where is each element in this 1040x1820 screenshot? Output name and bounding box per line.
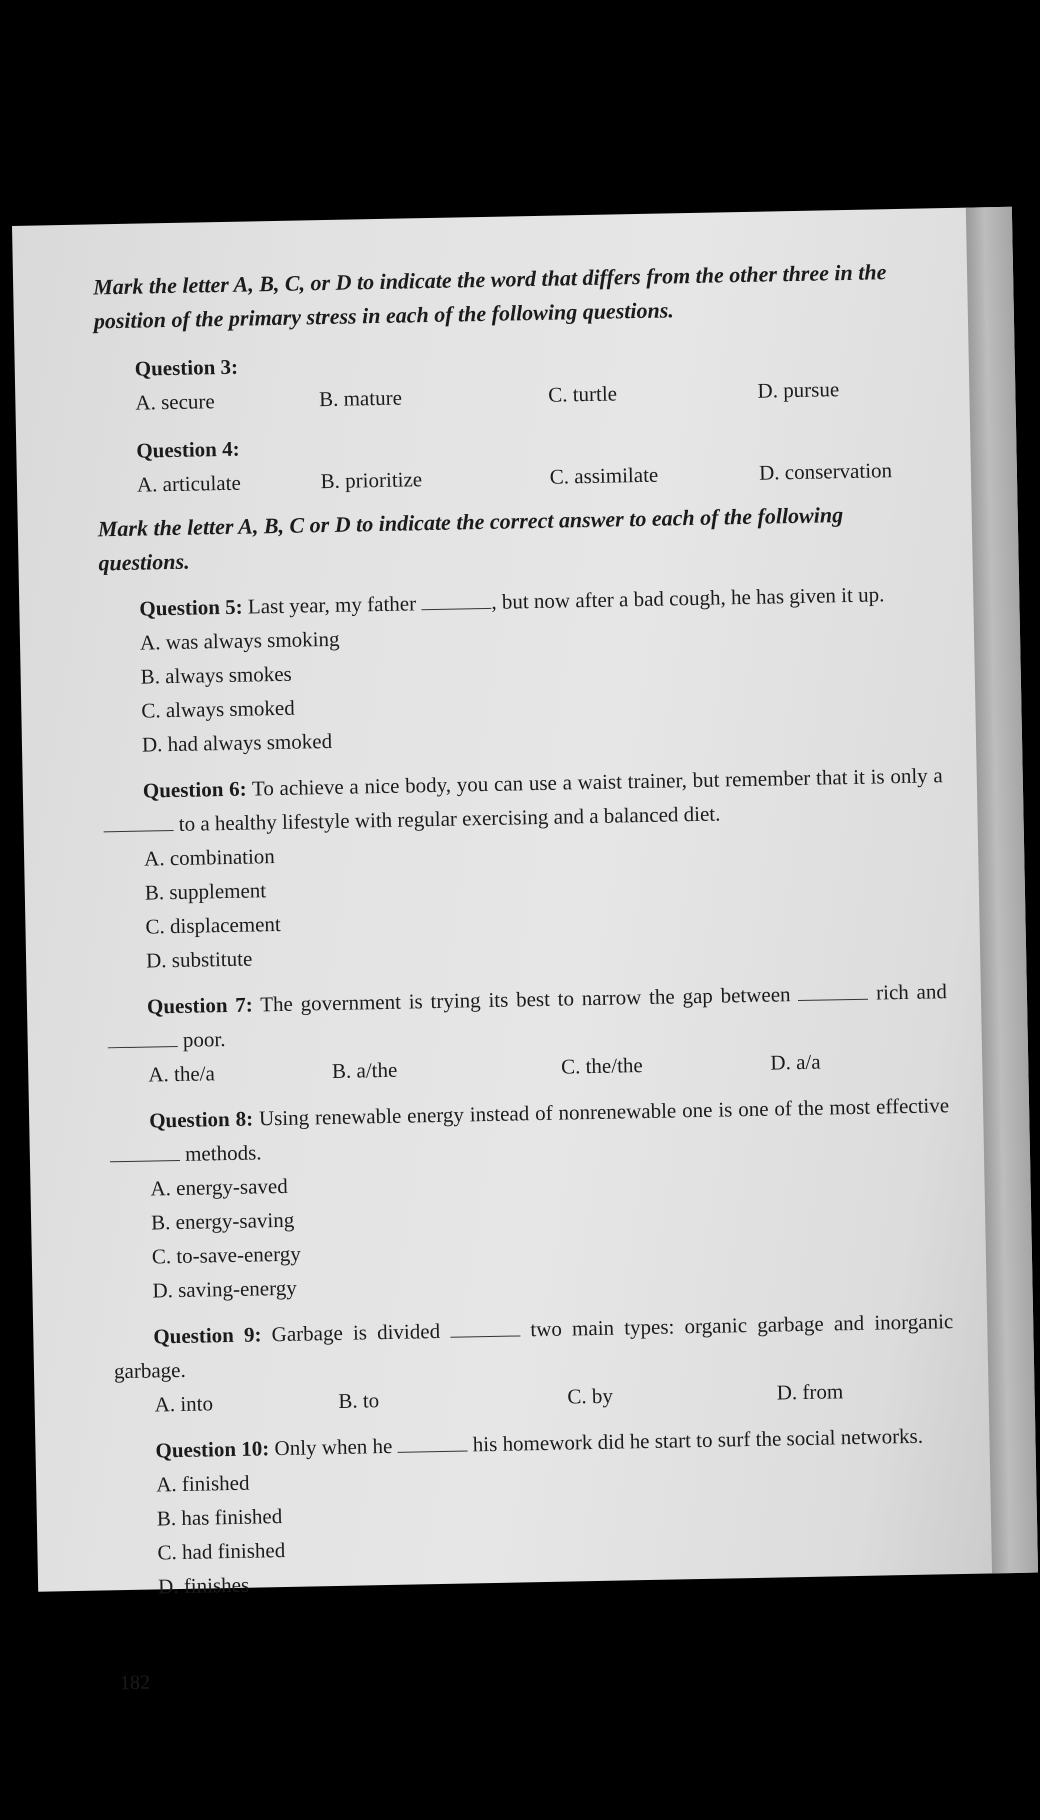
textbook-page [12,207,1038,1695]
question-3 [94,336,935,420]
answer-blank[interactable] [110,1140,180,1162]
option-d[interactable]: D. pursue [757,377,840,403]
option-d[interactable]: D. substitute [145,946,253,973]
section1-instruction: Mark the letter A, B, C, or D to indicate the word that differs from the other three in the position of the primary stress in each of the following questions. [92,259,887,334]
options-grid [110,1156,952,1308]
stem-before: Only when he [274,1433,393,1461]
option-b[interactable]: B. mature [318,385,403,412]
option-a[interactable]: A. articulate [136,470,241,497]
question-label: Question 4: [136,436,240,463]
question-9 [113,1304,955,1422]
stem-before: The government is trying its best to narrow the gap between [259,982,791,1017]
options-grid [116,1452,958,1604]
option-a[interactable]: A. was always smoking [139,626,340,655]
question-label: Question 5: [139,594,243,621]
option-c[interactable]: C. turtle [547,381,618,407]
option-a[interactable]: A. the/a [148,1061,216,1087]
option-c[interactable]: C. by [567,1383,614,1409]
option-a[interactable]: A. energy-saved [150,1173,288,1201]
page-number: 182 [119,1671,151,1695]
option-c[interactable]: C. always smoked [141,695,295,723]
stem-after: his homework did he start to surf the social networks. [472,1423,924,1457]
question-4 [96,418,937,502]
option-d[interactable]: D. finishes [157,1572,250,1599]
answer-blank[interactable] [107,1026,177,1048]
option-b[interactable]: B. energy-saving [150,1207,295,1235]
question-label: Question 10: [155,1436,270,1463]
option-b[interactable]: B. prioritize [320,467,423,494]
question-label: Question 6: [142,776,247,803]
stem-before: Garbage is divided [271,1318,441,1347]
stem-before: Last year, my father [247,591,417,619]
option-d[interactable]: D. had always smoked [141,728,333,757]
option-a[interactable]: A. into [154,1391,214,1417]
stem-after: poor. [182,1027,226,1052]
answer-blank[interactable] [421,588,491,610]
option-a[interactable]: A. secure [135,389,215,415]
option-a[interactable]: A. finished [155,1470,250,1497]
page-content [93,254,960,1700]
option-c[interactable]: C. assimilate [549,462,659,489]
question-label: Question 3: [134,354,239,381]
option-d[interactable]: D. saving-energy [152,1275,297,1303]
question-label: Question 8: [148,1106,254,1133]
answer-blank[interactable] [798,979,868,1001]
stem-after: to a healthy lifestyle with regular exercising and a balanced diet. [178,801,721,836]
stem-after: two main types: organic garbage and inorganic garbage. [113,1309,954,1384]
question-7 [107,974,949,1092]
section2-instruction: Mark the letter A, B, C or D to indicate the correct answer to each of the following questions. [97,502,844,576]
option-b[interactable]: B. a/the [331,1057,398,1084]
answer-blank[interactable] [103,810,173,832]
question-10 [115,1418,958,1604]
stem-after: methods. [184,1140,262,1166]
options-grid [104,826,946,978]
option-c[interactable]: C. had finished [157,1538,286,1565]
option-c[interactable]: C. displacement [145,911,281,939]
option-b[interactable]: B. to [338,1388,380,1413]
question-5 [99,576,942,762]
stem-middle: rich and [875,979,948,1005]
option-d[interactable]: D. conservation [758,458,893,485]
question-label: Question 9: [153,1322,262,1349]
options-grid [100,610,942,762]
option-b[interactable]: B. has finished [156,1504,283,1531]
question-6 [103,758,947,978]
page-edge [966,207,1038,1574]
option-a[interactable]: A. combination [143,844,276,871]
question-label: Question 7: [146,992,254,1019]
option-d[interactable]: D. a/a [770,1049,821,1075]
option-d[interactable]: D. from [776,1379,844,1405]
answer-blank[interactable] [450,1315,520,1337]
option-b[interactable]: B. always smokes [140,661,292,689]
stem-after: , but now after a bad cough, he has given it up. [491,582,885,614]
stem-before: Using renewable energy instead of nonrenewable one is one of the most effective [258,1093,950,1131]
option-b[interactable]: B. supplement [144,878,267,905]
question-8 [109,1088,953,1308]
answer-blank[interactable] [397,1430,467,1452]
stem-before: To achieve a nice body, you can use a waist trainer, but remember that it is only a [251,763,943,801]
option-c[interactable]: C. the/the [560,1053,643,1079]
option-c[interactable]: C. to-save-energy [151,1241,301,1269]
